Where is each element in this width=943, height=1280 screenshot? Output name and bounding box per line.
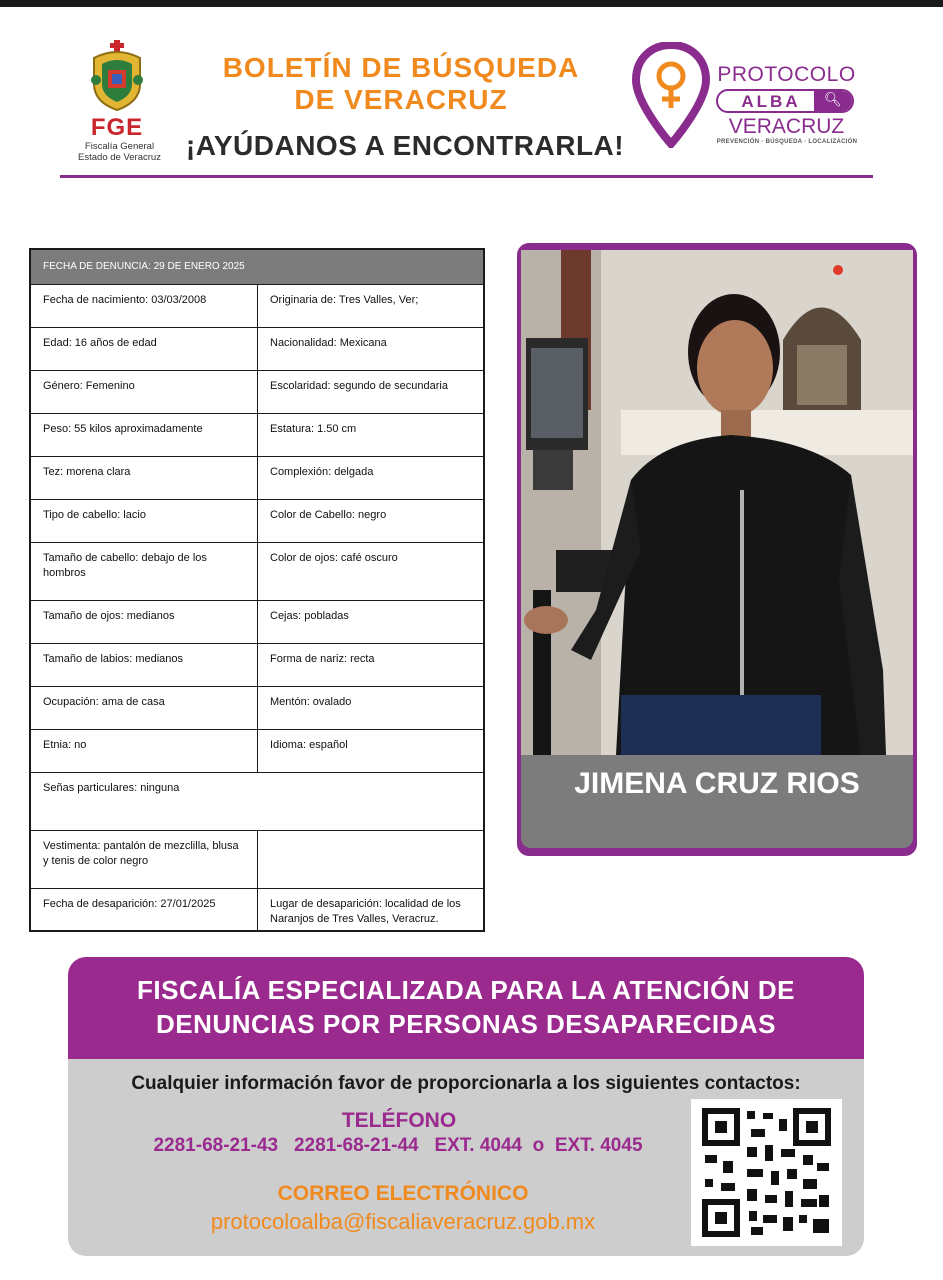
contact-intro: Cualquier información favor de proporcionarla a los siguientes contactos: (131, 1073, 801, 1094)
alba-pill (716, 89, 854, 113)
table-row (31, 328, 483, 371)
qr-code-icon (691, 1099, 842, 1246)
fge-logo (72, 38, 167, 163)
table-cell: Ocupación: ama de casa (31, 687, 258, 729)
report-date-header: FECHA DE DENUNCIA: 29 DE ENERO 2025 (31, 250, 483, 285)
table-cell: Edad: 16 años de edad (31, 328, 258, 370)
table-row (31, 601, 483, 644)
table-cell: Tamaño de labios: medianos (31, 644, 258, 686)
banner-line1: FISCALÍA ESPECIALIZADA PARA LA ATENCIÓN DE (137, 975, 795, 1005)
bulletin-title-line2: DE VERACRUZ (294, 84, 508, 115)
veracruz-label: VERACRUZ (728, 115, 845, 138)
alba-label: ALBA (741, 92, 801, 111)
table-cell: Tamaño de ojos: medianos (31, 601, 258, 643)
fge-name-line2: Estado de Veracruz (78, 152, 161, 163)
person-photo (521, 250, 913, 755)
table-cell: Escolaridad: segundo de secundaria (270, 380, 448, 392)
table-cell: Fecha de nacimiento: 03/03/2008 (31, 285, 258, 327)
table-cell: Género: Femenino (31, 371, 258, 413)
contact-panel (68, 1059, 864, 1256)
bulletin-title-line1: BOLETÍN DE BÚSQUEDA (222, 52, 580, 83)
person-name: JIMENA CRUZ RIOS (574, 767, 860, 800)
search-icon: 🔍︎ (824, 92, 842, 108)
clothing-description: Vestimenta: pantalón de mezclilla, blusa y tenis de color negro (31, 831, 258, 888)
table-row (31, 371, 483, 414)
table-cell: Idioma: español (270, 739, 348, 751)
person-details-table (29, 248, 485, 932)
female-location-pin-icon (632, 42, 710, 148)
email-address: protocoloalba@fiscaliaveracruz.gob.mx (210, 1209, 596, 1234)
person-name-box (521, 755, 913, 848)
table-row (31, 457, 483, 500)
table-cell: Tamaño de cabello: debajo de los hombros (31, 543, 258, 600)
table-row (31, 285, 483, 328)
phone-label: TELÉFONO (341, 1109, 457, 1132)
protocolo-label: PROTOCOLO (717, 63, 856, 86)
table-cell: Tez: morena clara (31, 457, 258, 499)
top-border (0, 0, 943, 7)
table-cell: Color de ojos: café oscuro (270, 552, 398, 564)
table-cell: Peso: 55 kilos aproximadamente (31, 414, 258, 456)
table-cell (258, 831, 483, 888)
table-cell: Cejas: pobladas (270, 610, 349, 622)
table-cell: Originaria de: Tres Valles, Ver; (270, 294, 419, 306)
table-row (31, 773, 483, 831)
table-cell: Forma de nariz: recta (270, 653, 375, 665)
table-row (31, 644, 483, 687)
table-cell: Mentón: ovalado (270, 696, 352, 708)
banner-line2: DENUNCIAS POR PERSONAS DESAPARECIDAS (156, 1009, 776, 1039)
email-label: CORREO ELECTRÓNICO (277, 1182, 529, 1205)
table-row (31, 500, 483, 543)
table-row (31, 889, 483, 930)
alba-tagline: PREVENCIÓN · BÚSQUEDA · LOCALIZACIÓN (716, 139, 858, 145)
table-row (31, 831, 483, 889)
qr-code-graphic (691, 1099, 842, 1246)
fge-abbreviation: FGE (90, 114, 144, 141)
disappearance-date: Fecha de desaparición: 27/01/2025 (31, 889, 258, 930)
table-cell: Tipo de cabello: lacio (31, 500, 258, 542)
table-row (31, 414, 483, 457)
header-divider (60, 175, 873, 178)
prosecutor-banner (68, 957, 864, 1059)
disappearance-place: Lugar de desaparición: localidad de los Naranjos de Tres Valles, Veracruz. (270, 898, 461, 925)
table-cell: Complexión: delgada (270, 466, 374, 478)
table-cell: Color de Cabello: negro (270, 509, 387, 521)
bulletin-subtitle: ¡AYÚDANOS A ENCONTRARLA! (185, 130, 625, 161)
bulletin-title (175, 52, 627, 116)
table-cell: Nacionalidad: Mexicana (270, 337, 387, 349)
table-row (31, 543, 483, 601)
phone-numbers: 2281-68-21-43 2281-68-21-44 EXT. 4044 o EXT. 4045 (153, 1135, 643, 1156)
table-row (31, 687, 483, 730)
veracruz-shield-icon (88, 40, 146, 112)
person-photo-illustration (521, 250, 913, 755)
table-cell: Estatura: 1.50 cm (270, 423, 357, 435)
table-cell: Etnia: no (31, 730, 258, 772)
table-row (31, 730, 483, 773)
distinguishing-marks: Señas particulares: ninguna (43, 782, 180, 794)
fge-name-line1: Fiscalía General (84, 141, 155, 152)
